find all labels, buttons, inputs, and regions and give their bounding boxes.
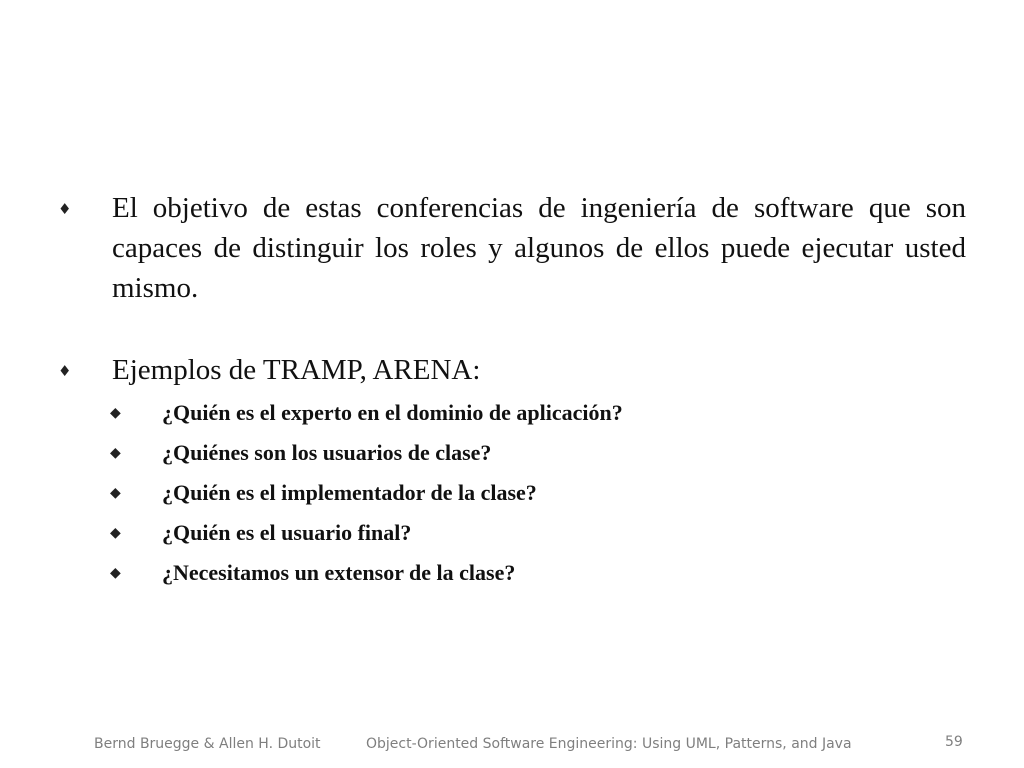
bullet-text: Ejemplos de TRAMP, ARENA: — [112, 354, 481, 386]
sub-bullet-item — [110, 396, 966, 436]
sub-bullet-text: ¿Quién es el experto en el dominio de aplicación? — [162, 400, 623, 425]
diamond-bullet-icon: ◆ — [110, 565, 121, 581]
footer-authors: Bernd Bruegge & Allen H. Dutoit — [94, 736, 321, 752]
sub-bullet-text: ¿Quiénes son los usuarios de clase? — [162, 440, 492, 465]
diamond-bullet-icon: ♦ — [58, 200, 72, 218]
diamond-bullet-icon: ◆ — [110, 405, 121, 421]
sub-bullet-item — [110, 516, 966, 556]
bullet-item — [58, 350, 966, 392]
footer-book-title: Object-Oriented Software Engineering: Using UML, Patterns, and Java — [366, 736, 852, 752]
sub-bullet-text: ¿Quién es el usuario final? — [162, 520, 412, 545]
sub-bullet-item — [110, 436, 966, 476]
sub-bullet-list — [58, 396, 966, 596]
page-number: 59 — [945, 734, 963, 750]
bullet-text: El objetivo de estas conferencias de ingeniería de software que son capaces de distinguir los roles y algunos de ellos puede ejecutar usted mismo. — [112, 192, 966, 304]
bullet-item — [58, 188, 966, 308]
diamond-bullet-icon: ◆ — [110, 445, 121, 461]
diamond-bullet-icon: ♦ — [58, 362, 72, 380]
sub-bullet-item — [110, 476, 966, 516]
sub-bullet-text: ¿Quién es el implementador de la clase? — [162, 480, 537, 505]
diamond-bullet-icon: ◆ — [110, 525, 121, 541]
sub-bullet-text: ¿Necesitamos un extensor de la clase? — [162, 560, 516, 585]
spacer — [58, 308, 966, 350]
diamond-bullet-icon: ◆ — [110, 485, 121, 501]
sub-bullet-item — [110, 556, 966, 596]
slide-content — [58, 188, 966, 596]
